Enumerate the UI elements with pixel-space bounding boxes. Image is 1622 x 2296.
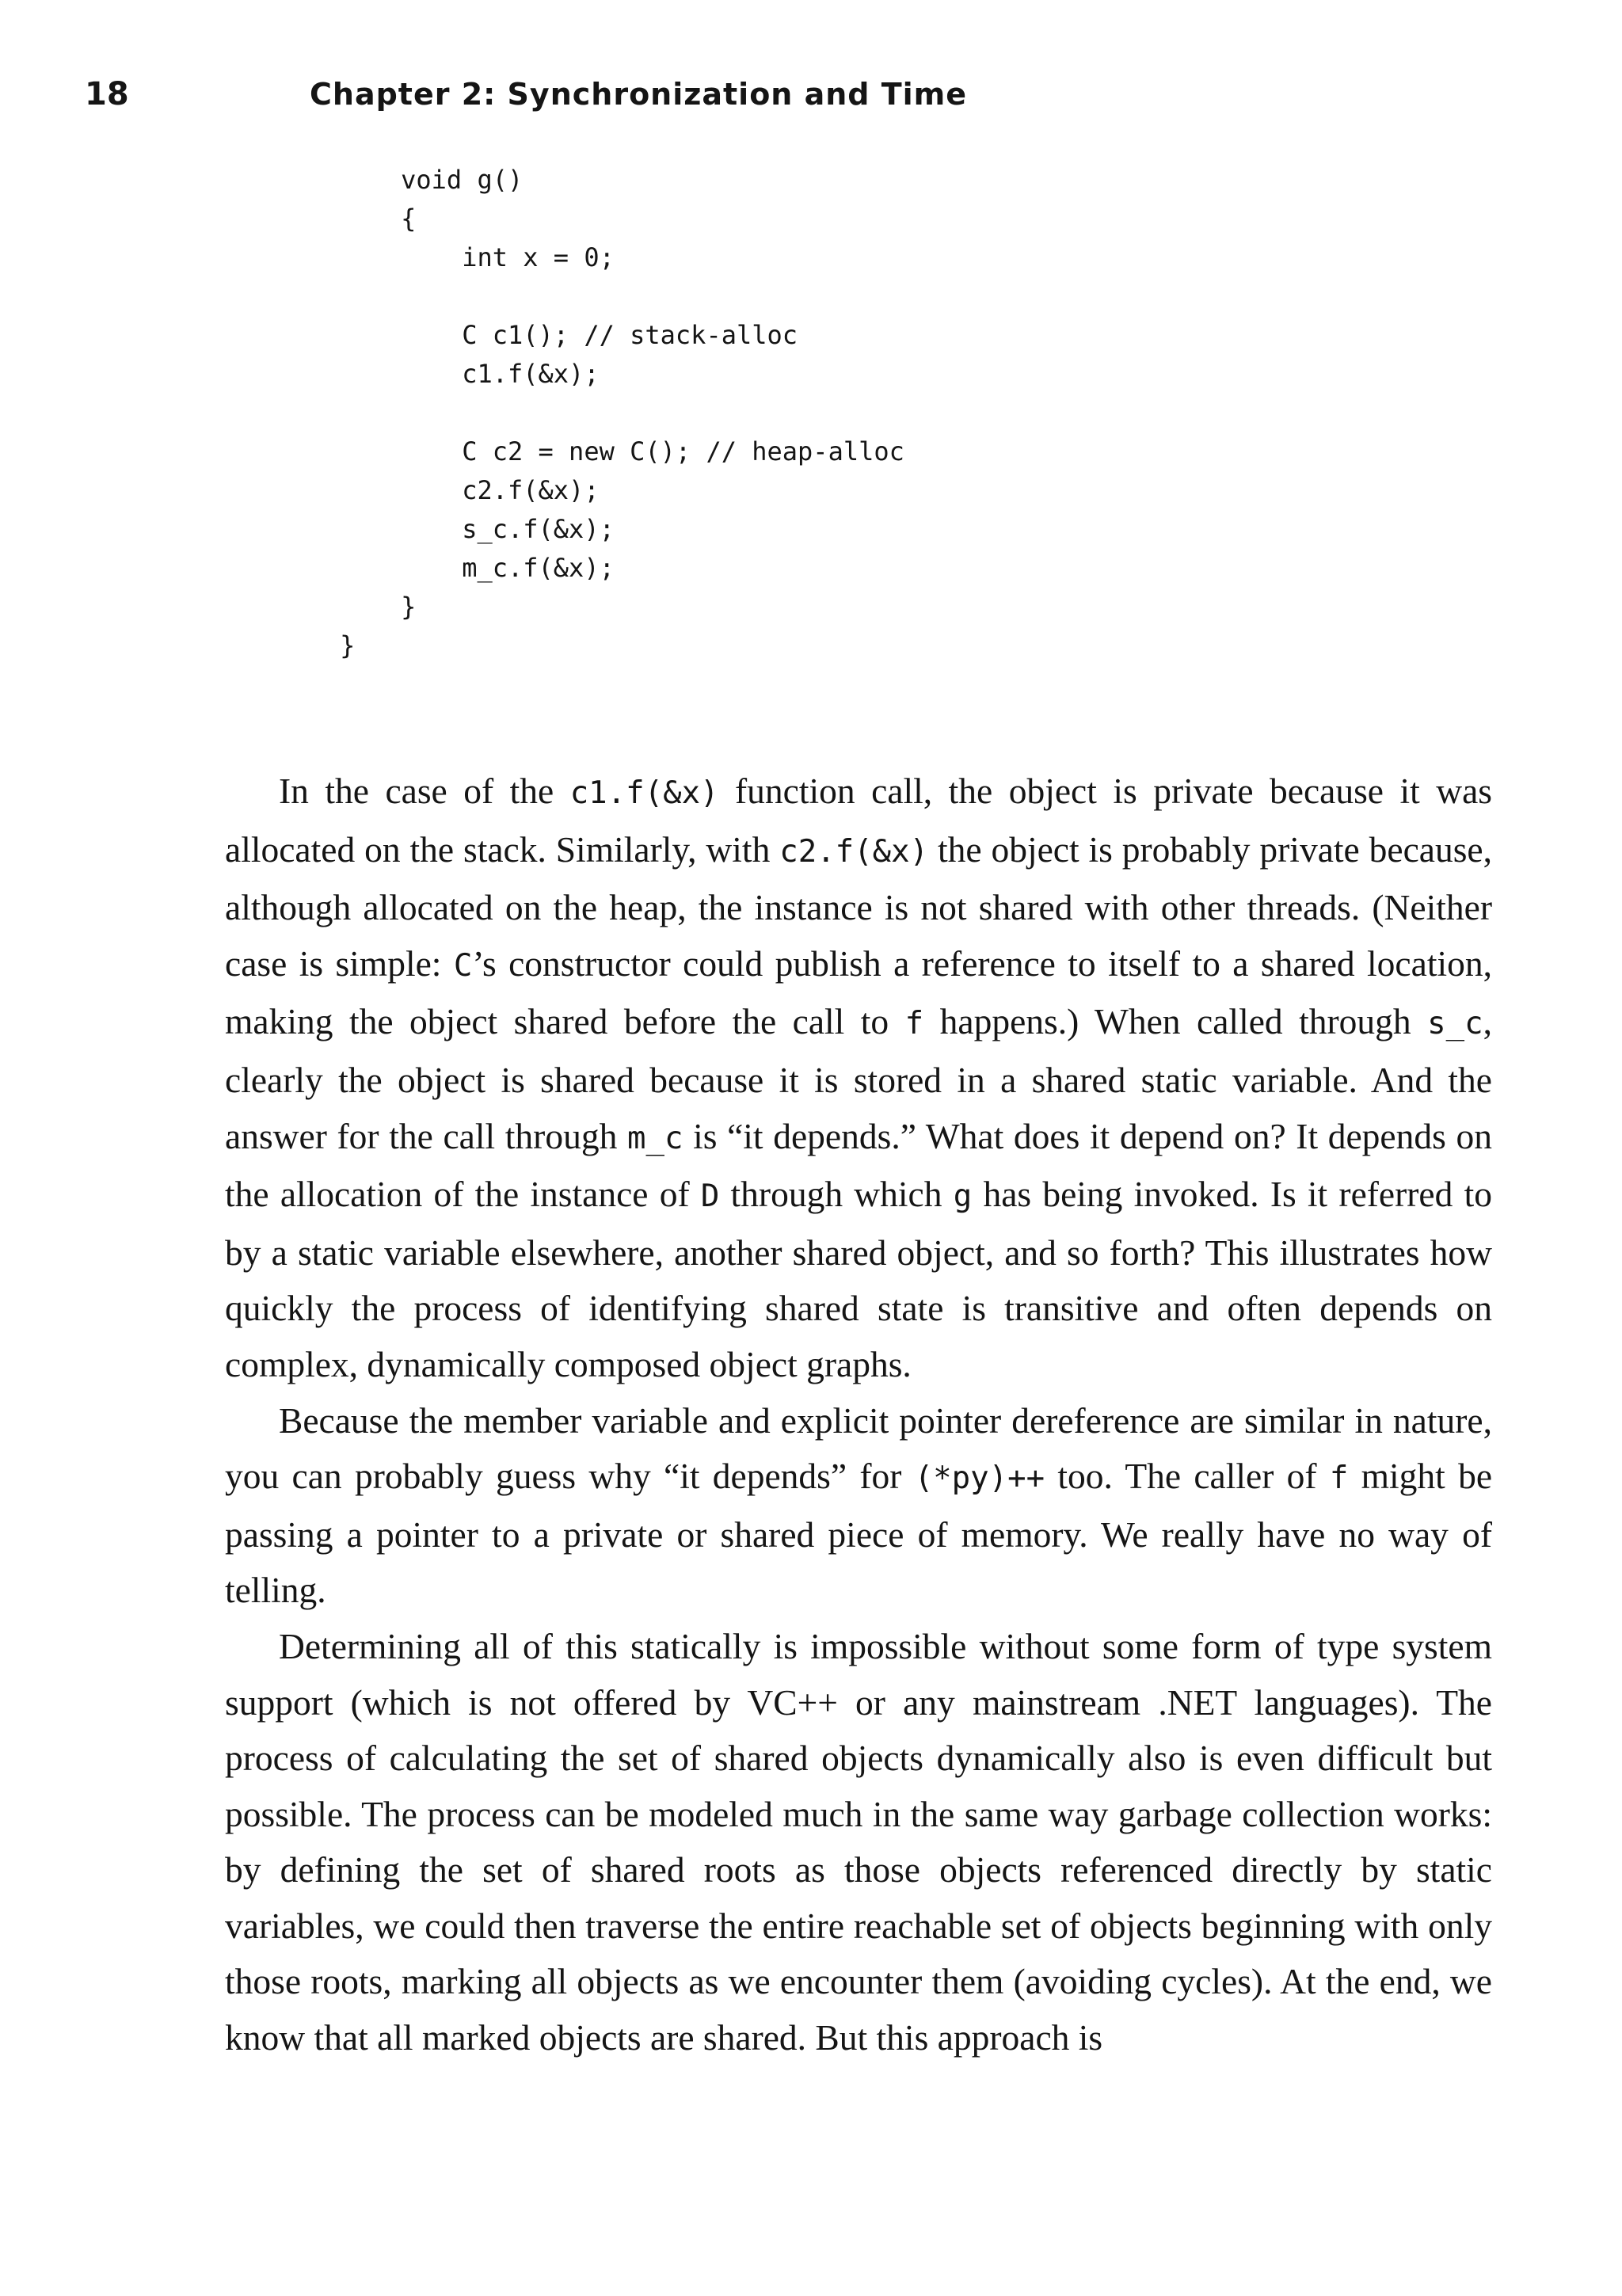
inline-code: g	[953, 1178, 973, 1215]
inline-code: (*py)++	[914, 1460, 1045, 1497]
text-run: In the case of the	[279, 771, 570, 811]
paragraph	[225, 1393, 1492, 1619]
text-run: happens.) When called through	[923, 1001, 1428, 1042]
page-number: 18	[85, 76, 129, 112]
text-run: might be passing a pointer to a private or shared piece of memory. We really have no way of telling.	[225, 1456, 1493, 1611]
text-run: Determining all of this statically is impossible without some form of type system support (which is not offered by VC++ or any mainstream .NET languages). The process of calculating the set of shared objects dynamically also is even difficult but possible. The process can be modeled much in the same way garbage collection works: by defining the set of shared roots as those objects referenced directly by static variables, we could then traverse the entire reachable set of objects beginning with only those roots, marking all objects as we encounter them (avoiding cycles). At the end, we know that all marked objects are shared. But this approach is	[225, 1625, 1492, 2058]
paragraph	[225, 763, 1492, 1393]
text-run: ’s constructor could publish a reference to itself to a shared location, making the object shared before the call to	[225, 942, 1492, 1042]
code-line: c1.f(&x);	[279, 359, 600, 389]
inline-code: D	[700, 1178, 720, 1215]
inline-code: c2.f(&x)	[779, 833, 929, 870]
code-line	[279, 277, 904, 316]
code-line: {	[279, 204, 417, 234]
body-text	[225, 763, 1492, 2066]
text-run: the object is probably private because, although allocated on the heap, the instance is not shared with other threads. (Neither case is simple:	[225, 828, 1492, 984]
text-run: , clearly the object is shared because it is stored in a shared static variable. And the answer for the call through	[225, 1001, 1492, 1156]
code-line: int x = 0;	[279, 242, 615, 272]
code-line	[279, 394, 904, 432]
text-run: has being invoked. Is it referred to by a static variable elsewhere, another shared object, and so forth? This illustrates how quickly the process of identifying shared state is transitive and often depends on complex, dynamically composed object graphs.	[225, 1174, 1492, 1384]
inline-code: f	[1329, 1460, 1349, 1497]
paragraph	[225, 1619, 1492, 2066]
code-line: C c2 = new C(); // heap-alloc	[279, 436, 904, 466]
code-line: s_c.f(&x);	[279, 514, 615, 544]
code-line: C c1(); // stack-alloc	[279, 320, 798, 350]
inline-code: C	[453, 947, 473, 984]
text-run: function call, the object is private because it was allocated on the stack. Similarly, with	[225, 771, 1493, 870]
code-line: }	[279, 592, 417, 622]
code-line: m_c.f(&x);	[279, 553, 615, 583]
text-run: is “it depends.” What does it depend on? It depends on the allocation of the instance of	[225, 1115, 1492, 1215]
code-line: c2.f(&x);	[279, 475, 600, 505]
running-head: Chapter 2: Synchronization and Time	[310, 77, 968, 112]
text-run: too. The caller of	[1045, 1456, 1330, 1497]
inline-code: s_c	[1427, 1006, 1483, 1042]
code-line: }	[279, 630, 356, 661]
text-run: through which	[719, 1174, 954, 1215]
inline-code: c1.f(&x)	[569, 775, 719, 811]
code-line: void g()	[279, 165, 524, 195]
code-listing	[279, 161, 904, 665]
inline-code: f	[904, 1006, 924, 1042]
inline-code: m_c	[626, 1120, 683, 1156]
text-run: Because the member variable and explicit pointer dereference are similar in nature, you can probably guess why “it depends” for	[225, 1399, 1492, 1497]
